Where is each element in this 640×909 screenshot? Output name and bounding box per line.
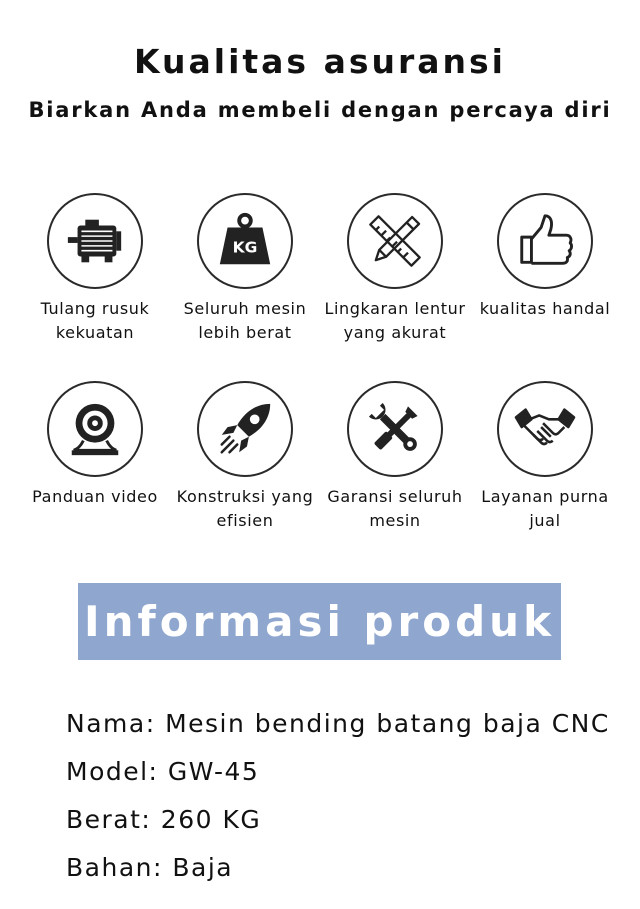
feature-reliable-quality: [470, 193, 620, 345]
thumbs-up-icon: [497, 193, 593, 289]
feature-video-guide: [20, 381, 170, 533]
rocket-icon: [197, 381, 293, 477]
feature-full-warranty: [320, 381, 470, 533]
product-material: Bahan: Baja: [66, 853, 234, 882]
feature-label: Panduan video: [32, 487, 158, 506]
page-subtitle: Biarkan Anda membeli dengan percaya diri: [28, 98, 612, 122]
feature-after-sales: [470, 381, 620, 533]
feature-efficient-construction: [170, 381, 320, 533]
page-title: Kualitas asuransi: [134, 42, 506, 81]
motor-icon: [47, 193, 143, 289]
handshake-icon: [497, 381, 593, 477]
feature-label: kualitas handal: [479, 299, 611, 318]
webcam-icon: [47, 381, 143, 477]
feature-label: Konstruksi yang efisien: [176, 487, 314, 530]
product-info-list: [66, 706, 610, 898]
ruler-pencil-icon: [347, 193, 443, 289]
feature-label: Garansi seluruh mesin: [327, 487, 463, 530]
feature-label: Layanan purna jual: [481, 487, 609, 530]
tools-icon: [347, 381, 443, 477]
weight-icon-text: KG: [232, 238, 258, 257]
feature-label: Tulang rusuk kekuatan: [40, 299, 150, 342]
product-model: Model: GW-45: [66, 757, 260, 786]
feature-label: Seluruh mesin lebih berat: [183, 299, 307, 342]
feature-strength-ribs: [20, 193, 170, 345]
feature-label: Lingkaran lentur yang akurat: [324, 299, 466, 342]
banner-title: Informasi produk: [83, 597, 556, 646]
product-info-banner: [78, 583, 561, 660]
weight-icon: [197, 193, 293, 289]
product-name: Nama: Mesin bending batang baja CNC: [66, 709, 610, 738]
feature-grid: [0, 193, 640, 533]
feature-heavier-machine: [170, 193, 320, 345]
feature-accurate-bend: [320, 193, 470, 345]
product-weight: Berat: 260 KG: [66, 805, 262, 834]
